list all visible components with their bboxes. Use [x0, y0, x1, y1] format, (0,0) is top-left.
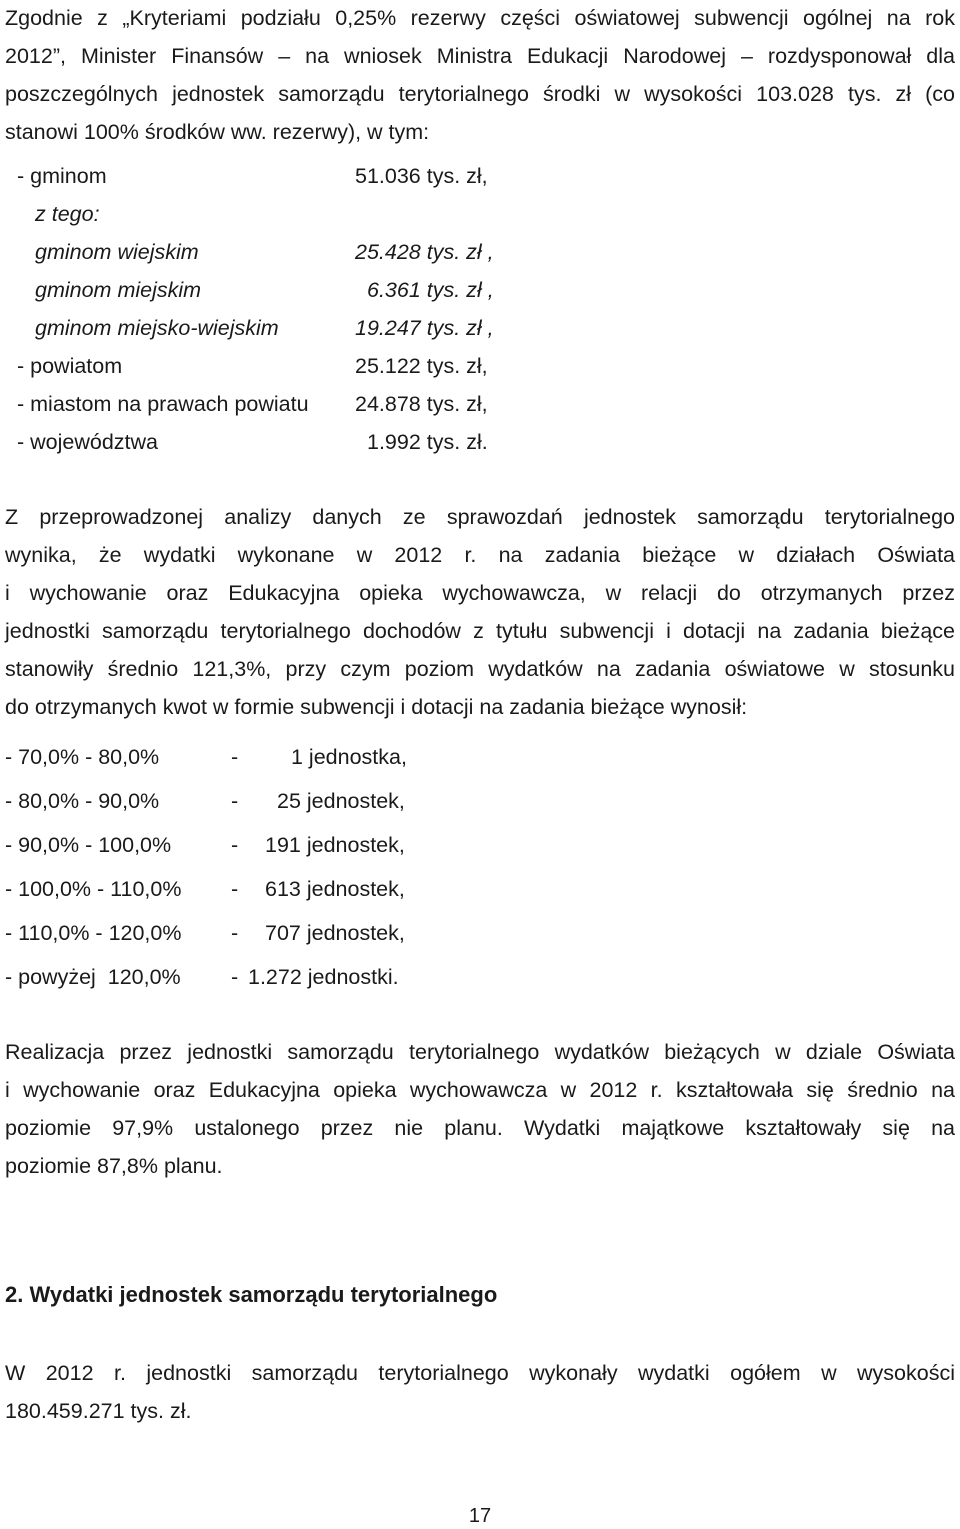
- allocation-label: - gminom: [17, 164, 107, 188]
- analysis-line: wynika, że wydatki wykonane w 2012 r. na zadania bieżące w działach Oświata: [5, 543, 955, 567]
- range-dash: -: [231, 877, 239, 901]
- allocation-value: 19.247 tys. zł ,: [355, 316, 494, 340]
- realization-line: poziomie 97,9% ustalonego przez nie planu. Wydatki majątkowe kształtowały się na: [5, 1116, 955, 1140]
- allocation-label: z tego:: [35, 202, 100, 226]
- allocation-label: - powiatom: [17, 354, 123, 378]
- allocation-value: 25.122 tys. zł,: [355, 354, 488, 378]
- intro-line: stanowi 100% środków ww. rezerwy), w tym:: [5, 120, 430, 144]
- intro-paragraph: [5, 0, 955, 151]
- range-count: 191 jednostek,: [265, 833, 405, 857]
- section-line: 180.459.271 tys. zł.: [5, 1399, 192, 1423]
- range-dash: -: [231, 921, 239, 945]
- analysis-line: stanowiły średnio 121,3%, przy czym poziom wydatków na zadania oświatowe w stosunku: [5, 657, 955, 681]
- range-label: - 90,0% - 100,0%: [5, 833, 172, 857]
- analysis-line: Z przeprowadzonej analizy danych ze sprawozdań jednostek samorządu terytorialnego: [5, 505, 955, 529]
- range-count: 1 jednostka,: [291, 745, 407, 769]
- range-dash: -: [231, 789, 239, 813]
- range-label: - 70,0% - 80,0%: [5, 745, 160, 769]
- allocation-label: gminom wiejskim: [35, 240, 199, 264]
- range-label: - powyżej 120,0%: [5, 965, 181, 989]
- realization-line: poziomie 87,8% planu.: [5, 1154, 223, 1178]
- intro-line: poszczególnych jednostek samorządu terytorialnego środki w wysokości 103.028 tys. zł (co: [5, 82, 955, 106]
- section-line: W 2012 r. jednostki samorządu terytorialnego wykonały wydatki ogółem w wysokości: [5, 1361, 955, 1385]
- allocation-value: 6.361 tys. zł ,: [367, 278, 494, 302]
- range-dash: -: [231, 965, 239, 989]
- realization-line: Realizacja przez jednostki samorządu terytorialnego wydatków bieżących w dziale Oświata: [5, 1040, 955, 1064]
- allocation-label: gminom miejsko-wiejskim: [35, 316, 279, 340]
- allocation-label: - miastom na prawach powiatu: [17, 392, 309, 416]
- range-dash: -: [231, 745, 239, 769]
- range-label: - 110,0% - 120,0%: [5, 921, 182, 945]
- section-heading: 2. Wydatki jednostek samorządu terytorialnego: [5, 1282, 498, 1307]
- realization-line: i wychowanie oraz Edukacyjna opieka wychowawcza w 2012 r. kształtowała się średnio na: [5, 1078, 955, 1102]
- range-count: 1.272 jednostki.: [248, 965, 399, 989]
- allocation-label: gminom miejskim: [35, 278, 202, 302]
- range-count: 707 jednostek,: [265, 921, 405, 945]
- section-paragraph: [5, 1354, 955, 1430]
- analysis-paragraph: [5, 498, 955, 726]
- allocation-value: 51.036 tys. zł,: [355, 164, 488, 188]
- allocation-label: - województwa: [17, 430, 158, 454]
- intro-line: 2012”, Minister Finansów – na wniosek Ministra Edukacji Narodowej – rozdysponował dla: [5, 44, 955, 68]
- allocation-value: 1.992 tys. zł.: [367, 430, 488, 454]
- range-count: 25 jednostek,: [277, 789, 405, 813]
- intro-line: Zgodnie z „Kryteriami podziału 0,25% rezerwy części oświatowej subwencji ogólnej na rok: [5, 6, 955, 30]
- range-count: 613 jednostek,: [265, 877, 405, 901]
- range-label: - 80,0% - 90,0%: [5, 789, 160, 813]
- allocation-value: 24.878 tys. zł,: [355, 392, 488, 416]
- page-number: 17: [468, 1505, 492, 1527]
- analysis-line: i wychowanie oraz Edukacyjna opieka wychowawcza, w relacji do otrzymanych przez: [5, 581, 955, 605]
- allocation-value: 25.428 tys. zł ,: [355, 240, 494, 264]
- range-dash: -: [231, 833, 239, 857]
- analysis-line: jednostki samorządu terytorialnego dochodów z tytułu subwencji i dotacji na zadania bieżące: [5, 619, 955, 643]
- analysis-line: do otrzymanych kwot w formie subwencji i dotacji na zadania bieżące wynosił:: [5, 695, 748, 719]
- range-label: - 100,0% - 110,0%: [5, 877, 182, 901]
- realization-paragraph: [5, 1033, 955, 1185]
